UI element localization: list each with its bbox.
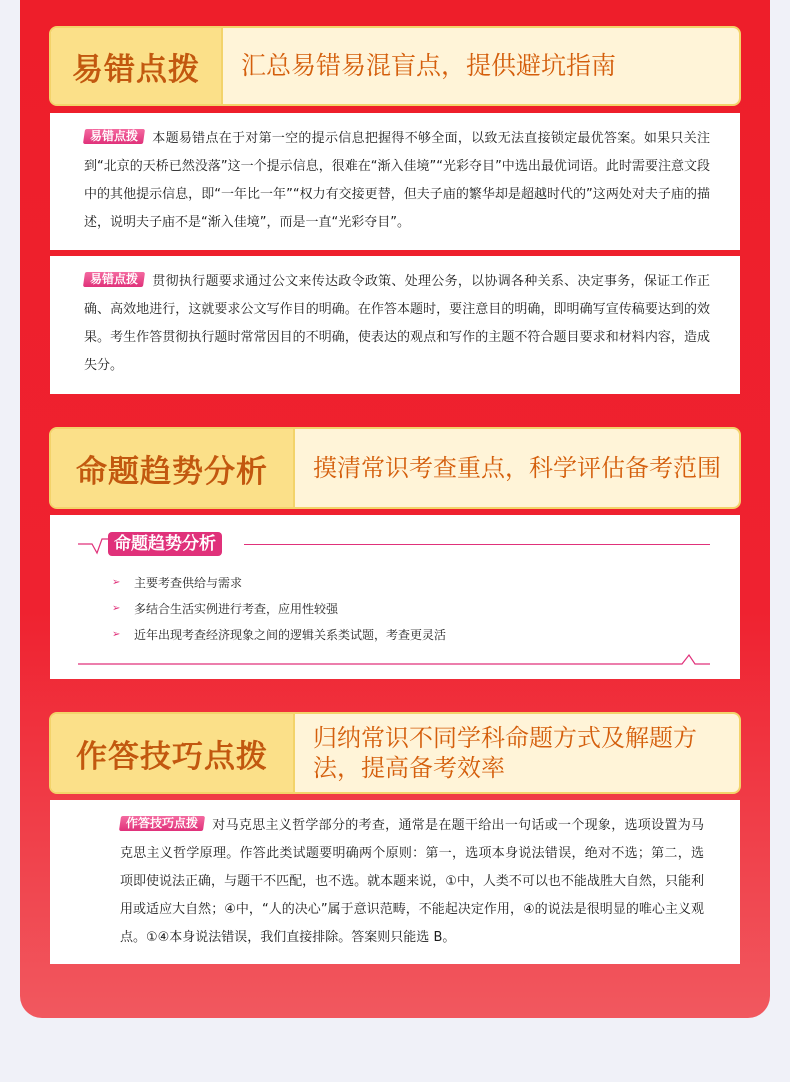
section-header-skills — [49, 712, 741, 794]
list-item: ➢ 近年出现考查经济现象之间的逻辑关系类试题，考查更灵活 — [112, 622, 446, 648]
skills-card — [50, 800, 740, 964]
mistake-chip: 易错点拨 — [83, 129, 145, 144]
trend-list — [112, 570, 446, 648]
trend-top-line — [244, 544, 710, 545]
list-item: ➢ 主要考查供给与需求 — [112, 570, 446, 596]
section-subtitle: 摸清常识考查重点，科学评估备考范围 — [313, 454, 721, 482]
section-title: 易错点拨 — [51, 28, 223, 104]
arrow-icon: ➢ — [112, 603, 121, 614]
section-header-mistakes — [49, 26, 741, 106]
trend-bottom-line — [78, 650, 710, 666]
mistake-card-1 — [50, 113, 740, 250]
list-item: ➢ 多结合生活实例进行考查，应用性较强 — [112, 596, 446, 622]
arrow-icon: ➢ — [112, 629, 121, 640]
card-text: 本题易错点在于对第一空的提示信息把握得不够全面，以致无法直接锁定最优答案。如果只关注到“北京的天桥已然没落”这一个提示信息，很难在“渐入佳境”“光彩夺目”中选出最优词语。此时需要注意文段中的其他提示信息，即“一年比一年”“权力有交接更替，但夫子庙的繁华却是超越时代的”这两处对夫子庙的描述，说明夫子庙不是“渐入佳境”，而是一直“光彩夺目”。 — [84, 131, 710, 230]
section-header-trends — [49, 427, 741, 509]
section-subtitle: 归纳常识不同学科命题方式及解题方法，提高备考效率 — [313, 724, 697, 782]
mistake-chip: 易错点拨 — [83, 272, 145, 287]
card-text: 贯彻执行题要求通过公文来传达政令政策、处理公务，以协调各种关系、决定事务，保证工作正确、高效地进行，这就要求公文写作目的明确。在作答本题时，要注意目的明确，即明确写宣传稿要达到的效果。考生作答贯彻执行题时常常因目的不明确，使表达的观点和写作的主题不符合题目要求和材料内容，造成失分。 — [84, 274, 710, 373]
section-title: 命题趋势分析 — [51, 429, 295, 507]
arrow-icon: ➢ — [112, 577, 121, 588]
trend-line-notch — [78, 535, 112, 555]
trend-label: 命题趋势分析 — [108, 532, 222, 556]
section-subtitle: 汇总易错易混盲点，提供避坑指南 — [241, 51, 617, 81]
mistake-card-2 — [50, 256, 740, 394]
section-title: 作答技巧点拨 — [51, 714, 295, 792]
card-text: 对马克思主义哲学部分的考查，通常是在题干给出一句话或一个现象，选项设置为马克思主义哲学原理。作答此类试题要明确两个原则：第一，选项本身说法错误，绝对不选；第二，选项即使说法正确，与题干不匹配，也不选。就本题来说，①中，人类不可以也不能战胜大自然，只能利用或适应大自然；④中，“人的决心”属于意识范畴，不能起决定作用，④的说法是很明显的唯心主义观点。①④本身说法错误，我们直接排除。答案则只能选 B。 — [120, 818, 704, 945]
skills-chip: 作答技巧点拨 — [119, 816, 205, 831]
